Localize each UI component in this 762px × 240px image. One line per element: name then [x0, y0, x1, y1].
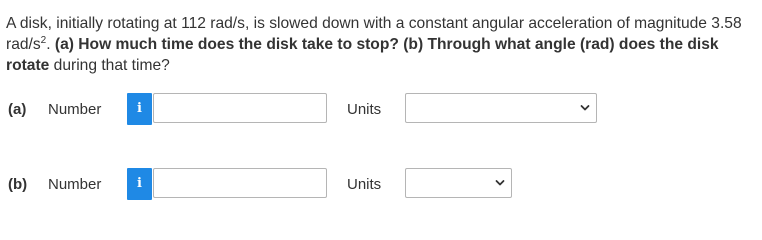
chevron-down-icon [580, 104, 590, 112]
chevron-down-icon [495, 179, 505, 187]
info-icon: i [137, 101, 142, 116]
part-a-info-button[interactable] [127, 93, 152, 125]
question-outro: during that time? [49, 57, 170, 74]
question-part-a-prompt: (a) How much time does the disk take to stop? [54, 36, 399, 53]
part-a-units-select[interactable] [405, 93, 597, 123]
question-exponent: 2 [40, 34, 47, 46]
part-a-number-label: Number [48, 101, 102, 118]
part-a-number-input[interactable] [153, 93, 327, 123]
question-separator: . [46, 36, 55, 53]
answer-row-a [0, 92, 762, 126]
part-b-units-select[interactable] [405, 168, 512, 198]
question-intro: A disk, initially rotating at 112 rad/s, is slowed down with a constant angular acceleration of magnitude 3.58 rad/s [6, 15, 742, 53]
part-b-number-label: Number [48, 176, 102, 193]
part-b-info-button[interactable] [127, 168, 152, 200]
question-text [6, 13, 754, 76]
part-b-units-label: Units [347, 176, 382, 193]
question-part-b-prompt: (b) Through what angle (rad) does the disk rotate [6, 36, 719, 74]
part-a-units-label: Units [347, 101, 382, 118]
info-icon: i [137, 176, 142, 191]
part-b-number-input[interactable] [153, 168, 327, 198]
part-a-label: (a) [8, 101, 27, 118]
part-b-label: (b) [8, 176, 28, 193]
answer-row-b [0, 167, 762, 201]
